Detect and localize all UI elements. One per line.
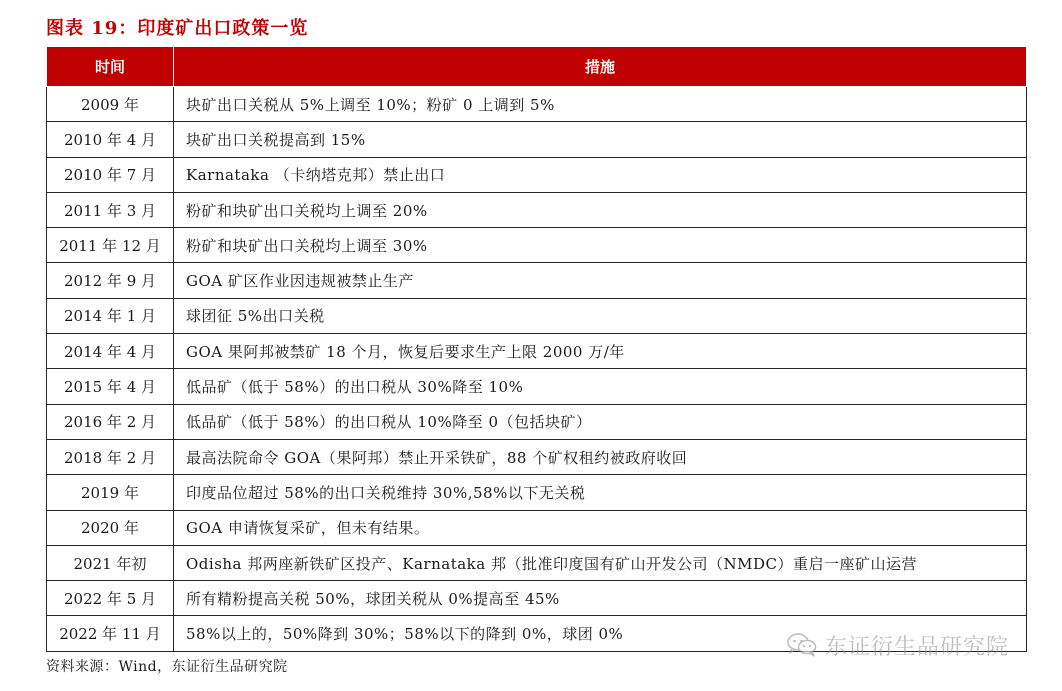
watermark-text: 东证衍生品研究院: [825, 634, 1010, 660]
cell-time: 2009 年: [47, 87, 174, 122]
cell-measure: GOA 果阿邦被禁矿 18 个月，恢复后要求生产上限 2000 万/年: [174, 334, 1027, 369]
figure-title: 图表 19：印度矿出口政策一览: [46, 18, 309, 39]
cell-time: 2015 年 4 月: [47, 369, 174, 404]
table-row: [47, 404, 1027, 439]
watermark: [787, 628, 1009, 662]
cell-time: 2011 年 3 月: [47, 192, 174, 227]
table-row: [47, 263, 1027, 298]
cell-time: 2018 年 2 月: [47, 439, 174, 474]
table-row: [47, 298, 1027, 333]
cell-measure: 印度品位超过 58%的出口关税维持 30%,58%以下无关税: [174, 475, 1027, 510]
table-row: [47, 581, 1027, 616]
table-row: [47, 192, 1027, 227]
cell-measure: 58%以上的，50%降到 30%；58%以下的降到 0%，球团 0%: [174, 616, 1027, 651]
cell-time: 2012 年 9 月: [47, 263, 174, 298]
cell-time: 2021 年初: [47, 545, 174, 580]
cell-measure: 低品矿（低于 58%）的出口税从 10%降至 0（包括块矿）: [174, 404, 1027, 439]
policy-table-container: [46, 46, 1026, 652]
table-row: [47, 475, 1027, 510]
cell-measure: Odisha 邦两座新铁矿区投产、Karnataka 邦（批准印度国有矿山开发公司（NMDC）重启一座矿山运营: [174, 545, 1027, 580]
table-row: [47, 545, 1027, 580]
table-row: [47, 439, 1027, 474]
table-row: [47, 369, 1027, 404]
cell-time: 2020 年: [47, 510, 174, 545]
source-note: 资料来源：Wind，东证衍生品研究院: [46, 659, 288, 675]
cell-time: 2014 年 4 月: [47, 334, 174, 369]
table-header-row: [47, 47, 1027, 87]
cell-time: 2016 年 2 月: [47, 404, 174, 439]
cell-measure: 块矿出口关税从 5%上调至 10%；粉矿 0 上调到 5%: [174, 87, 1027, 122]
cell-measure: GOA 申请恢复采矿，但未有结果。: [174, 510, 1027, 545]
cell-time: 2010 年 4 月: [47, 122, 174, 157]
cell-measure: 粉矿和块矿出口关税均上调至 30%: [174, 228, 1027, 263]
policy-table: [46, 46, 1027, 652]
table-row: [47, 510, 1027, 545]
cell-measure: GOA 矿区作业因违规被禁止生产: [174, 263, 1027, 298]
cell-time: 2011 年 12 月: [47, 228, 174, 263]
cell-measure: 块矿出口关税提高到 15%: [174, 122, 1027, 157]
header-time: 时间: [47, 47, 174, 87]
table-row: [47, 122, 1027, 157]
cell-measure: 低品矿（低于 58%）的出口税从 30%降至 10%: [174, 369, 1027, 404]
header-measure: 措施: [174, 47, 1027, 87]
cell-time: 2022 年 5 月: [47, 581, 174, 616]
cell-measure: 所有精粉提高关税 50%，球团关税从 0%提高至 45%: [174, 581, 1027, 616]
table-row: [47, 228, 1027, 263]
cell-time: 2022 年 11 月: [47, 616, 174, 651]
table-row: [47, 334, 1027, 369]
cell-measure: 球团征 5%出口关税: [174, 298, 1027, 333]
cell-measure: Karnataka （卡纳塔克邦）禁止出口: [174, 157, 1027, 192]
cell-time: 2014 年 1 月: [47, 298, 174, 333]
table-row: [47, 157, 1027, 192]
cell-time: 2019 年: [47, 475, 174, 510]
cell-measure: 最高法院命令 GOA（果阿邦）禁止开采铁矿，88 个矿权租约被政府收回: [174, 439, 1027, 474]
table-body: [47, 87, 1027, 652]
cell-time: 2010 年 7 月: [47, 157, 174, 192]
cell-measure: 粉矿和块矿出口关税均上调至 20%: [174, 192, 1027, 227]
table-row: [47, 87, 1027, 122]
wechat-icon: [787, 632, 817, 658]
